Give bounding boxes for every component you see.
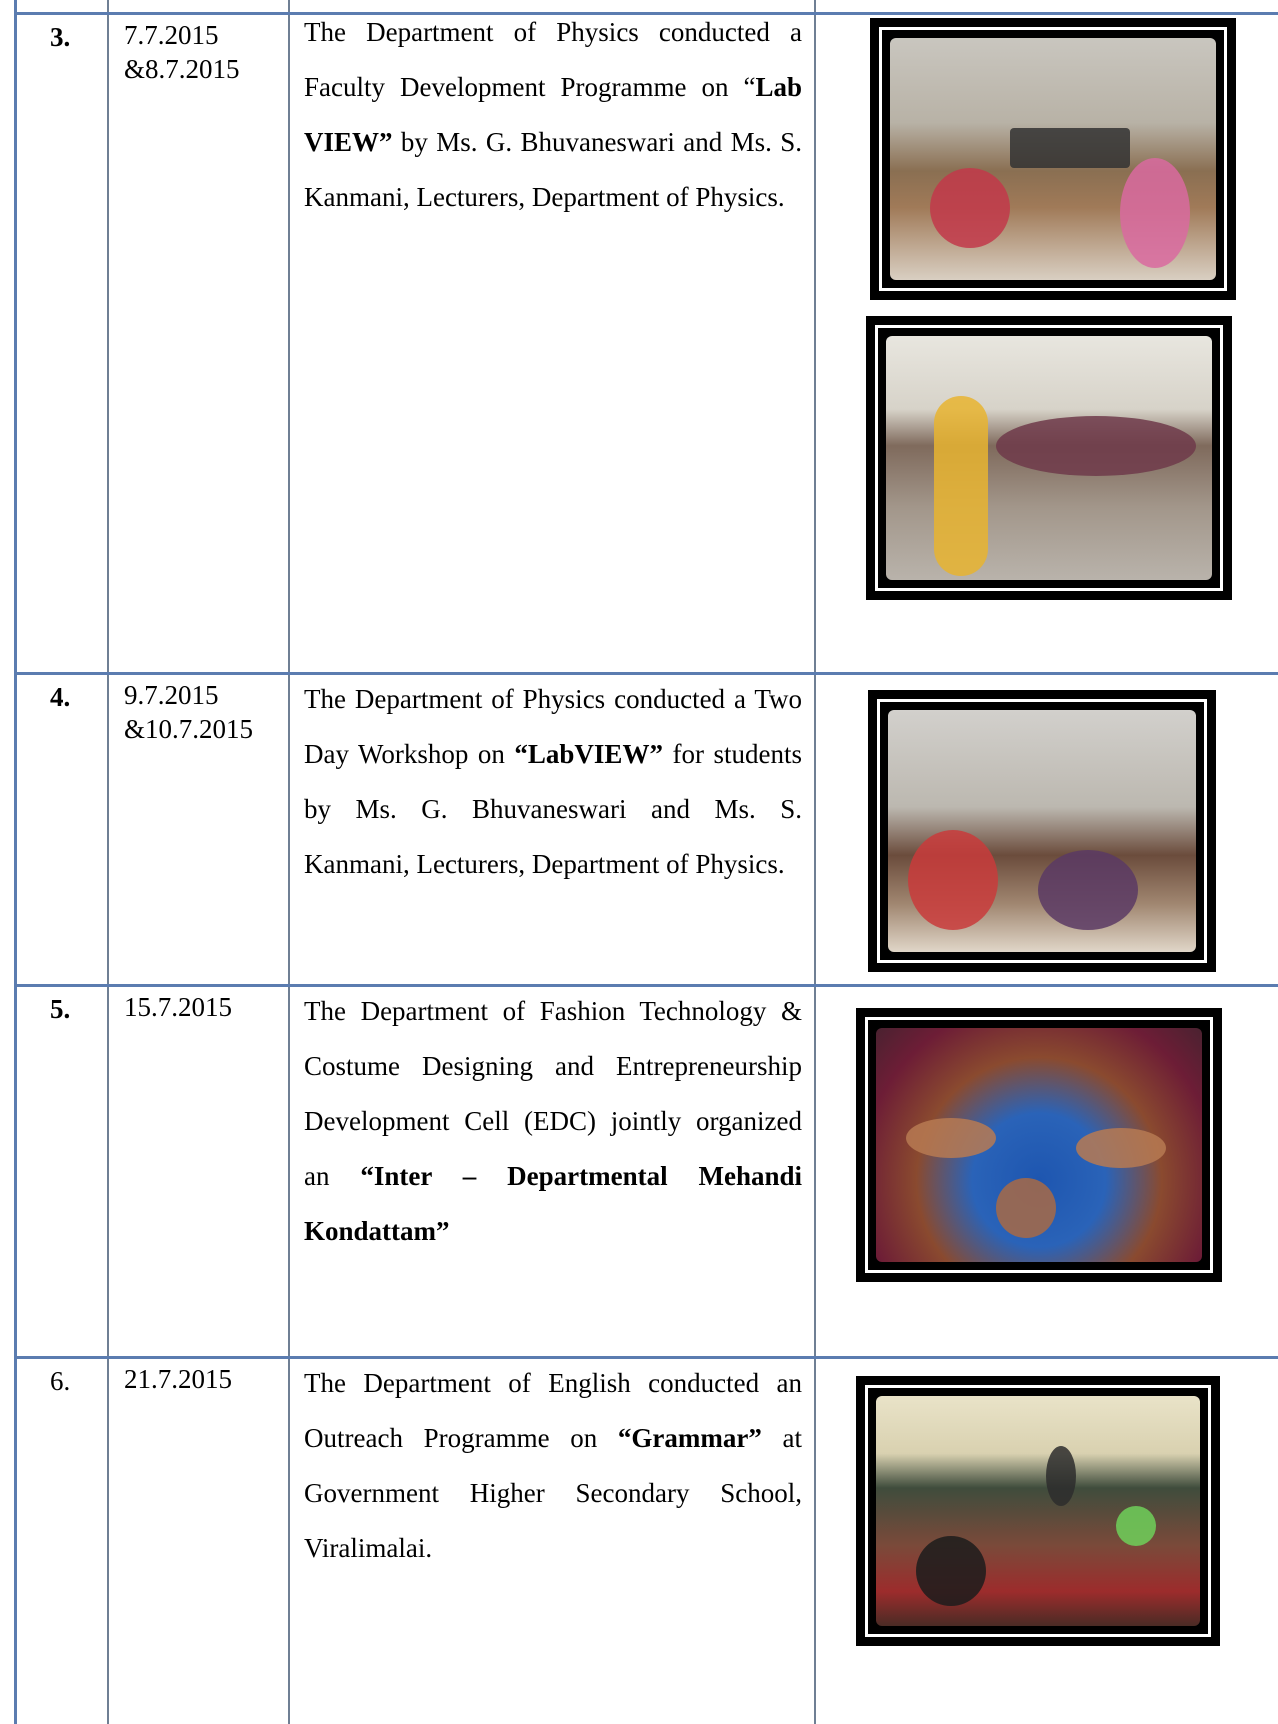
- description-text-bold: “LabVIEW”: [514, 739, 663, 769]
- event-photo: [856, 1008, 1222, 1282]
- description-text: The Department of Physics conducted a Faculty Development Programme on “: [304, 17, 802, 102]
- serial-number: 5.: [50, 994, 71, 1024]
- event-date-line: 9.7.2015: [124, 680, 219, 710]
- description-text: The Department of Physics conducted a Two Day Workshop on: [304, 684, 802, 769]
- serial-number: 4.: [50, 682, 71, 712]
- event-photo: [866, 316, 1232, 600]
- column-divider-description: [288, 0, 290, 1724]
- event-date: [124, 990, 294, 1024]
- event-date-line: 21.7.2015: [124, 1364, 232, 1394]
- event-photo: [870, 18, 1236, 300]
- serial-number: 6.: [50, 1366, 71, 1396]
- description-text: for students by Ms. G. Bhuvaneswari and Ms. S. Kanmani, Lecturers, Department of Physics.: [304, 739, 802, 879]
- event-date: [124, 678, 294, 746]
- description-text: at Government Higher Secondary School, Viralimalai.: [304, 1423, 802, 1563]
- event-description: [304, 984, 802, 1259]
- description-text-bold: “Grammar”: [617, 1423, 762, 1453]
- event-photo: [868, 690, 1216, 972]
- event-description: [304, 672, 802, 892]
- event-description: [304, 1356, 802, 1576]
- description-text: by Ms. G. Bhuvaneswari and Ms. S. Kanmani, Lecturers, Department of Physics.: [304, 127, 802, 212]
- event-date: [124, 18, 294, 86]
- event-description: [304, 5, 802, 225]
- description-text: The Department of English conducted an Outreach Programme on: [304, 1368, 802, 1453]
- description-text-bold: “Inter – Departmental Mehandi Kondattam”: [304, 1161, 802, 1246]
- column-divider-photo: [814, 0, 816, 1724]
- event-date-line: 15.7.2015: [124, 992, 232, 1022]
- column-divider-date: [107, 0, 109, 1724]
- event-date-line: 7.7.2015: [124, 20, 219, 50]
- serial-number: 3.: [50, 22, 71, 52]
- event-date: [124, 1362, 294, 1396]
- table-border-left: [14, 0, 17, 1724]
- event-date-line: &8.7.2015: [124, 54, 240, 84]
- description-text-bold: Lab VIEW”: [304, 72, 802, 157]
- event-photo: [856, 1376, 1220, 1646]
- description-text: The Department of Fashion Technology & Costume Designing and Entrepreneurship Development Cell (EDC) jointly organized an: [304, 996, 802, 1191]
- event-date-line: &10.7.2015: [124, 714, 254, 744]
